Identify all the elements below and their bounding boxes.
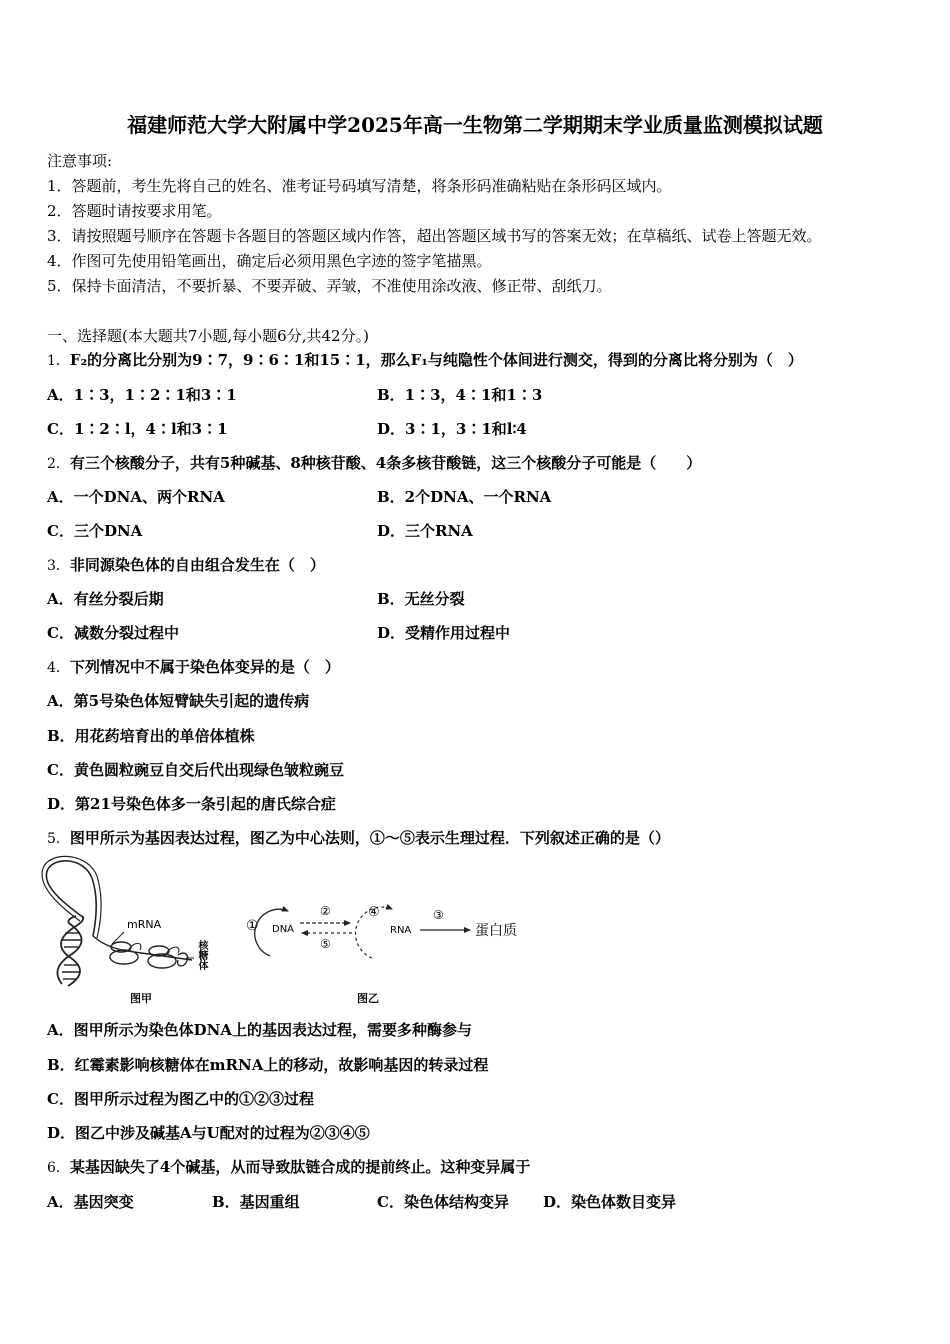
question-number: 4．: [47, 660, 70, 676]
figure-b-caption: 图乙: [357, 992, 379, 1005]
question-2: [47, 453, 701, 474]
option-a: A．图甲所示为染色体DNA上的基因表达过程，需要多种酶参与: [47, 1021, 472, 1039]
question-number: 1．: [47, 353, 70, 369]
process-3-label: ③: [433, 908, 444, 922]
ribosome-label: 核糖体: [196, 940, 207, 970]
gene-expression-figure: [40, 855, 540, 1015]
option-c: C．减数分裂过程中: [47, 624, 179, 642]
question-number: 6．: [47, 1160, 70, 1176]
option-a: A．一个DNA、两个RNA: [47, 488, 225, 506]
notice-item: 2．答题时请按要求用笔。: [47, 202, 222, 220]
question-stem: 非同源染色体的自由组合发生在（ ）: [69, 556, 325, 574]
process-1-label: ①: [246, 918, 259, 934]
option-d: D．受精作用过程中: [377, 624, 511, 642]
notice-item: 5．保持卡面清洁，不要折暴、不要弄破、弄皱，不准使用涂改液、修正带、刮纸刀。: [47, 277, 612, 295]
page-title: 福建师范大学大附属中学2025年高一生物第二学期期末学业质量监测模拟试题: [127, 113, 823, 137]
question-stem: 有三个核酸分子，共有5种碱基、8种核苷酸、4条多核苷酸链，这三个核酸分子可能是（ ）: [69, 454, 702, 472]
option-d: D．第21号染色体多一条引起的唐氏综合症: [47, 795, 336, 813]
question-5: [47, 828, 670, 849]
question-stem: F₂的分离比分别为9∶7，9∶6∶1和15∶1，那么F₁与纯隐性个体间进行测交，得到的分离比将分别为（ ）: [69, 351, 803, 369]
option-c: C．三个DNA: [47, 522, 143, 540]
option-c: C．染色体结构变异: [377, 1193, 509, 1211]
rna-label: RNA: [390, 925, 412, 936]
option-a: A．有丝分裂后期: [47, 590, 164, 608]
question-stem: 图甲所示为基因表达过程，图乙为中心法则，①～⑤表示生理过程．下列叙述正确的是（）: [69, 829, 670, 847]
process-4-label: ④: [368, 905, 380, 920]
dna-base-pairs: [62, 933, 81, 979]
notice-item: 3．请按照题号顺序在答题卡各题目的答题区域内作答，超出答题区域书写的答案无效；在草稿纸、试卷上答题无效。: [47, 227, 822, 245]
section-heading: 一、选择题(本大题共7小题,每小题6分,共42分。): [47, 327, 369, 345]
question-number: 3．: [47, 558, 70, 574]
option-b: B．无丝分裂: [377, 590, 465, 608]
question-stem: 某基因缺失了4个碱基，从而导致肽链合成的提前终止。这种变异属于: [69, 1158, 531, 1176]
protein-label: 蛋白质: [475, 923, 517, 939]
process-5-label: ⑤: [320, 937, 331, 951]
option-a: A．1∶3，1∶2∶1和3∶1: [47, 386, 237, 404]
notice-item: 1．答题前，考生先将自己的姓名、准考证号码填写清楚，将条形码准确粘贴在条形码区域内。: [47, 177, 672, 195]
dna-label: DNA: [272, 924, 295, 935]
question-4: [47, 657, 340, 678]
option-b: B．基因重组: [212, 1193, 300, 1211]
question-number: 2．: [47, 456, 70, 472]
option-c: C．图甲所示过程为图乙中的①②③过程: [47, 1090, 314, 1108]
question-stem: 下列情况中不属于染色体变异的是（ ）: [69, 658, 340, 676]
figure-a-caption: 图甲: [130, 992, 152, 1005]
question-6: [47, 1157, 530, 1178]
mrna-strand: [93, 936, 192, 960]
option-a: A．基因突变: [47, 1193, 134, 1211]
option-b: B．1∶3，4∶1和1∶3: [377, 386, 543, 404]
option-c: C．黄色圆粒豌豆自交后代出现绿色皱粒豌豆: [47, 761, 344, 779]
question-number: 5．: [47, 831, 70, 847]
question-3: [47, 555, 325, 576]
option-a: A．第5号染色体短臂缺失引起的遗传病: [47, 692, 310, 710]
option-d: D．三个RNA: [377, 522, 473, 540]
notice-item: 4．作图可先使用铅笔画出，确定后必须用黑色字迹的签字笔描黑。: [47, 252, 492, 270]
option-d: D．染色体数目变异: [543, 1193, 677, 1211]
process-2-label: ②: [320, 904, 331, 918]
option-b: B．用花药培育出的单倍体植株: [47, 727, 255, 745]
option-c: C．1∶2∶l，4∶l和3∶1: [47, 420, 228, 438]
notice-heading: 注意事项:: [47, 152, 113, 170]
option-b: B．2个DNA、一个RNA: [377, 488, 552, 506]
dna-strand-2: [57, 916, 81, 984]
question-1: [47, 350, 803, 371]
mrna-label: mRNA: [127, 918, 162, 931]
option-d: D．3∶1，3∶1和l∶4: [377, 420, 527, 438]
option-d: D．图乙中涉及碱基A与U配对的过程为②③④⑤: [47, 1124, 370, 1142]
option-b: B．红霉素影响核糖体在mRNA上的移动，故影响基因的转录过程: [47, 1056, 489, 1074]
